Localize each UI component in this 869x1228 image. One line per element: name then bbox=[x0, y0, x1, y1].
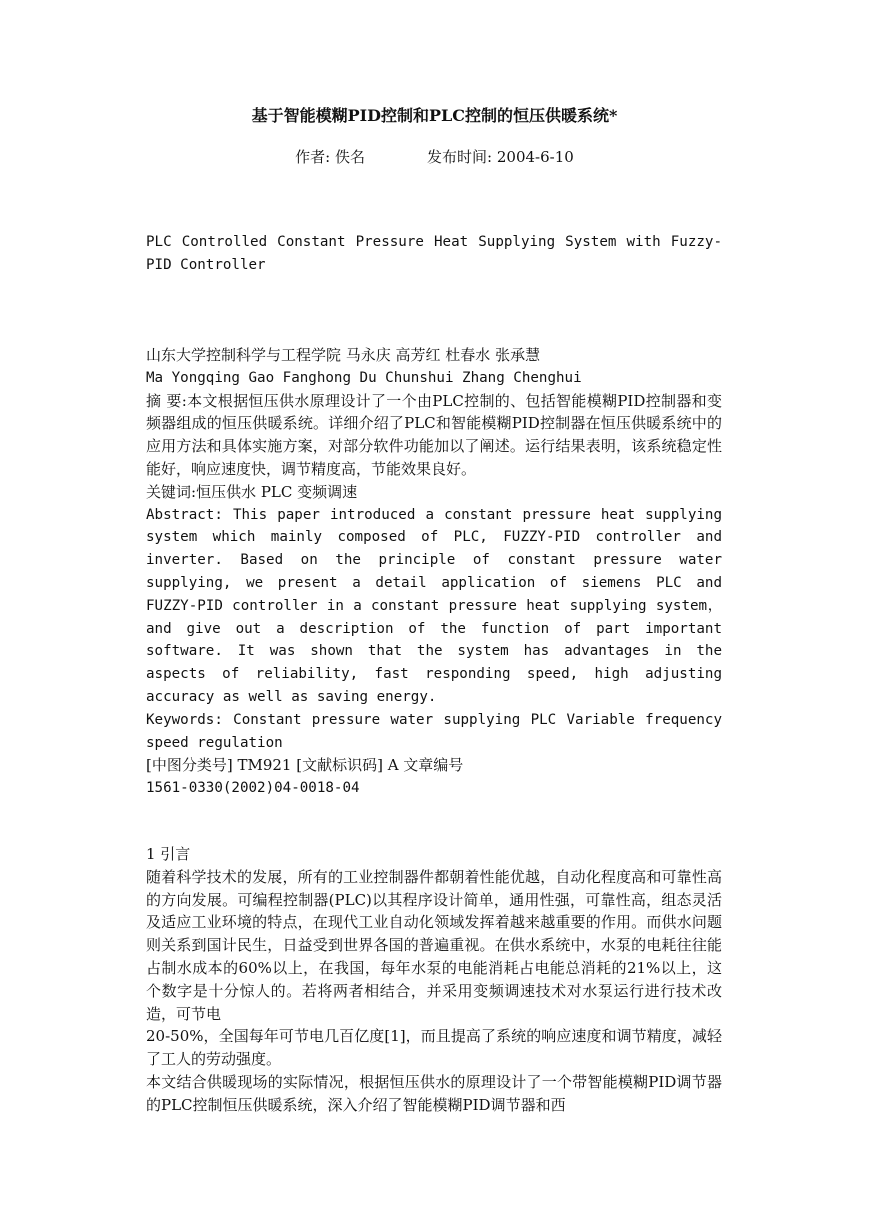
english-title: PLC Controlled Constant Pressure Heat Supplying System with Fuzzy-PID Controller bbox=[146, 234, 722, 273]
authors-english: Ma Yongqing Gao Fanghong Du Chunshui Zhang Chenghui bbox=[146, 369, 582, 386]
section-heading: 1 引言 bbox=[146, 845, 191, 863]
keywords-cn bbox=[146, 481, 722, 504]
article-number: 1561-0330(2002)04-0018-04 bbox=[146, 780, 360, 797]
abstract-cn bbox=[146, 390, 722, 481]
keywords-cn-label: 关键词: bbox=[146, 482, 197, 501]
keywords-en bbox=[146, 709, 722, 755]
abstract-en-text: This paper introduced a constant pressure heat supplying system which mainly composed of PLC, FUZZY-PID controller and inverter. Based on the principle of constant pressure water supplying, we present a detail application of siemens PLC and FUZZY-PID controller in a constant pressure heat supplying system，and give out a description of the function of part important software. It was shown that the system has advantages in the aspects of reliability, fast responding speed, high adjusting accuracy as well as saving energy. bbox=[146, 506, 722, 705]
intro-paragraph-1-continued: 20-50%，全国每年可节电几百亿度[1]，而且提高了系统的响应速度和调节精度，减轻了工人的劳动强度。 bbox=[146, 1027, 722, 1069]
keywords-en-text: Constant pressure water supplying PLC Variable frequency speed regulation bbox=[146, 711, 722, 751]
affiliation: 山东大学控制科学与工程学院 马永庆 高芳红 杜春水 张承慧 bbox=[146, 346, 541, 364]
article-title: 基于智能模糊PID控制和PLC控制的恒压供暖系统* bbox=[251, 106, 618, 125]
date-label: 发布时间: bbox=[427, 148, 493, 166]
abstract-en-label: Abstract: bbox=[146, 506, 223, 523]
author-name: 佚名 bbox=[335, 148, 366, 166]
abstract-en bbox=[146, 504, 722, 709]
abstract-cn-label: 摘 要: bbox=[146, 391, 187, 410]
author-label: 作者: bbox=[295, 148, 331, 166]
abstract-cn-text: 本文根据恒压供水原理设计了一个由PLC控制的、包括智能模糊PID控制器和变频器组成的恒压供暖系统。详细介绍了PLC和智能模糊PID控制器在恒压供暖系统中的应用方法和具体实施方案，对部分软件功能加以了阐述。运行结果表明，该系统稳定性能好，响应速度快，调节精度高，节能效果良好。 bbox=[146, 391, 722, 478]
intro-paragraph-1: 随着科学技术的发展，所有的工业控制器件都朝着性能优越，自动化程度高和可靠性高的方向发展。可编程控制器(PLC)以其程序设计简单，通用性强，可靠性高，组态灵活及适应工业环境的特点，在现代工业自动化领域发挥着越来越重要的作用。而供水问题则关系到国计民生，日益受到世界各国的普遍重视。在供水系统中，水泵的电耗往往能占制水成本的60%以上，在我国，每年水泵的电能消耗占电能总消耗的21%以上，这个数字是十分惊人的。若将两者相结合，并采用变频调速技术对水泵运行进行技术改造，可节电 bbox=[146, 867, 722, 1023]
front-matter bbox=[146, 344, 722, 800]
publish-date: 2004-6-10 bbox=[496, 148, 574, 166]
intro-paragraph-2: 本文结合供暖现场的实际情况，根据恒压供水的原理设计了一个带智能模糊PID调节器的PLC控制恒压供暖系统，深入介绍了智能模糊PID调节器和西 bbox=[146, 1072, 722, 1114]
classification-line: [中图分类号] TM921 [文献标识码] A 文章编号 bbox=[146, 756, 464, 775]
keywords-cn-text: 恒压供水 PLC 变频调速 bbox=[196, 482, 358, 501]
section-introduction bbox=[146, 843, 722, 1117]
article-meta bbox=[0, 146, 869, 168]
keywords-en-label: Keywords: bbox=[146, 711, 223, 728]
